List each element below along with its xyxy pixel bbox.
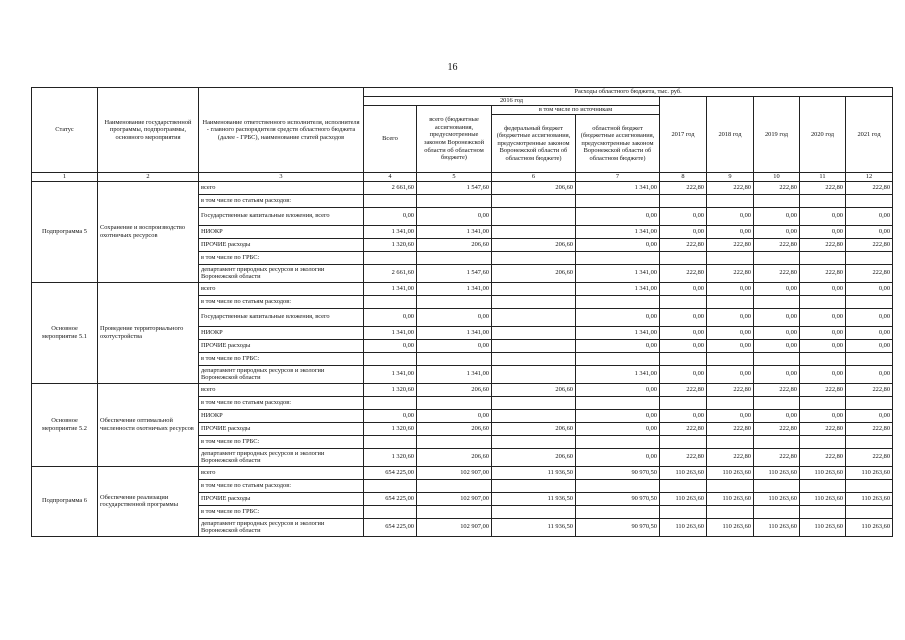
value-cell: 0,00	[707, 207, 754, 225]
header-federal: федеральный бюджет (бюджетные ассигнования, предусмотренные законом Воронежской области об областном бюджете)	[492, 115, 576, 173]
value-cell: 206,60	[417, 238, 492, 251]
value-cell	[417, 251, 492, 264]
table-row	[32, 181, 893, 194]
value-cell: 222,80	[846, 422, 893, 435]
value-cell: 0,00	[576, 339, 660, 352]
header-year-2016: 2016 год	[364, 97, 660, 106]
group-status: Основное мероприятие 5.2	[32, 383, 98, 466]
value-cell: 110 263,60	[707, 518, 754, 536]
value-cell: 222,80	[754, 181, 800, 194]
value-cell: 110 263,60	[846, 492, 893, 505]
column-number: 12	[846, 173, 893, 182]
column-number: 11	[800, 173, 846, 182]
value-cell	[364, 505, 417, 518]
value-cell	[800, 479, 846, 492]
row-label: в том числе по статьям расходов:	[199, 479, 364, 492]
value-cell: 0,00	[660, 207, 707, 225]
value-cell: 1 341,00	[417, 326, 492, 339]
value-cell: 0,00	[800, 225, 846, 238]
value-cell: 0,00	[800, 409, 846, 422]
group-name: Проведение территориального охотустройства	[98, 282, 199, 383]
value-cell	[492, 295, 576, 308]
column-number: 7	[576, 173, 660, 182]
value-cell	[364, 396, 417, 409]
page-number: 16	[447, 62, 458, 73]
value-cell: 1 341,00	[417, 365, 492, 383]
value-cell: 0,00	[707, 308, 754, 326]
value-cell: 0,00	[660, 326, 707, 339]
header-budget-caption: Расходы областного бюджета, тыс. руб.	[364, 88, 893, 97]
row-label: в том числе по ГРБС:	[199, 435, 364, 448]
value-cell: 0,00	[576, 207, 660, 225]
value-cell: 2 661,60	[364, 264, 417, 282]
value-cell: 222,80	[800, 264, 846, 282]
value-cell: 206,60	[417, 448, 492, 466]
column-numbers-row	[32, 173, 893, 182]
group-status: Подпрограмма 6	[32, 466, 98, 536]
value-cell: 0,00	[846, 282, 893, 295]
value-cell: 0,00	[660, 225, 707, 238]
value-cell	[364, 251, 417, 264]
value-cell: 1 320,60	[364, 422, 417, 435]
header-executor-name: Наименование ответственного исполнителя, исполнителя - главного распорядителя средств областного бюджета (далее - ГРБС), наименование статей расходов	[199, 88, 364, 173]
value-cell	[846, 194, 893, 207]
value-cell: 222,80	[707, 383, 754, 396]
column-number: 3	[199, 173, 364, 182]
value-cell: 1 341,00	[364, 225, 417, 238]
value-cell: 0,00	[576, 422, 660, 435]
value-cell: 0,00	[707, 326, 754, 339]
value-cell	[754, 295, 800, 308]
header-2021: 2021 год	[846, 97, 893, 173]
value-cell	[492, 409, 576, 422]
value-cell: 1 341,00	[417, 225, 492, 238]
value-cell	[576, 435, 660, 448]
value-cell: 222,80	[800, 422, 846, 435]
value-cell	[364, 352, 417, 365]
value-cell	[754, 396, 800, 409]
column-number: 2	[98, 173, 199, 182]
value-cell: 0,00	[800, 308, 846, 326]
column-number: 9	[707, 173, 754, 182]
budget-table	[31, 87, 893, 537]
row-label: всего	[199, 282, 364, 295]
value-cell: 222,80	[754, 383, 800, 396]
value-cell: 110 263,60	[754, 518, 800, 536]
value-cell: 1 341,00	[364, 365, 417, 383]
value-cell	[754, 435, 800, 448]
row-label: ПРОЧИЕ расходы	[199, 422, 364, 435]
value-cell: 90 970,50	[576, 492, 660, 505]
column-number: 4	[364, 173, 417, 182]
column-number: 1	[32, 173, 98, 182]
header-total: Всего	[364, 106, 417, 173]
value-cell	[492, 251, 576, 264]
value-cell	[492, 339, 576, 352]
value-cell	[417, 505, 492, 518]
value-cell: 0,00	[417, 409, 492, 422]
value-cell	[576, 194, 660, 207]
value-cell: 1 320,60	[364, 238, 417, 251]
value-cell: 206,60	[492, 448, 576, 466]
value-cell: 206,60	[417, 422, 492, 435]
value-cell: 654 225,00	[364, 466, 417, 479]
value-cell	[576, 479, 660, 492]
group-name: Обеспечение оптимальной численности охотничьих ресурсов	[98, 383, 199, 466]
value-cell: 222,80	[846, 264, 893, 282]
value-cell: 1 341,00	[576, 264, 660, 282]
value-cell: 0,00	[660, 409, 707, 422]
value-cell: 0,00	[364, 339, 417, 352]
value-cell: 1 341,00	[576, 181, 660, 194]
value-cell: 0,00	[754, 365, 800, 383]
value-cell: 0,00	[707, 409, 754, 422]
value-cell	[492, 225, 576, 238]
value-cell: 0,00	[660, 308, 707, 326]
value-cell: 0,00	[754, 282, 800, 295]
value-cell: 222,80	[707, 448, 754, 466]
value-cell	[707, 352, 754, 365]
value-cell: 102 907,00	[417, 518, 492, 536]
value-cell	[707, 505, 754, 518]
value-cell	[846, 352, 893, 365]
value-cell: 11 936,50	[492, 466, 576, 479]
value-cell: 110 263,60	[707, 492, 754, 505]
value-cell: 110 263,60	[846, 518, 893, 536]
value-cell	[492, 352, 576, 365]
header-regional: областной бюджет (бюджетные ассигнования, предусмотренные законом Воронежской области об областном бюджете)	[576, 115, 660, 173]
row-label: департамент природных ресурсов и экологии Воронежской области	[199, 448, 364, 466]
value-cell: 0,00	[846, 207, 893, 225]
value-cell: 1 547,60	[417, 264, 492, 282]
value-cell: 222,80	[707, 422, 754, 435]
value-cell: 222,80	[660, 422, 707, 435]
value-cell: 0,00	[846, 308, 893, 326]
group-status: Подпрограмма 5	[32, 181, 98, 282]
column-number: 8	[660, 173, 707, 182]
value-cell: 222,80	[660, 383, 707, 396]
value-cell	[364, 435, 417, 448]
header-including-sources: в том числе по источникам	[492, 106, 660, 115]
value-cell: 222,80	[660, 238, 707, 251]
value-cell	[754, 194, 800, 207]
column-number: 5	[417, 173, 492, 182]
value-cell	[492, 505, 576, 518]
value-cell	[660, 479, 707, 492]
value-cell: 0,00	[754, 326, 800, 339]
value-cell	[492, 365, 576, 383]
value-cell	[364, 295, 417, 308]
value-cell: 0,00	[364, 409, 417, 422]
value-cell	[492, 308, 576, 326]
value-cell	[800, 352, 846, 365]
value-cell	[660, 352, 707, 365]
value-cell: 0,00	[707, 282, 754, 295]
value-cell: 1 341,00	[576, 326, 660, 339]
value-cell: 110 263,60	[660, 492, 707, 505]
value-cell: 206,60	[492, 383, 576, 396]
value-cell: 90 970,50	[576, 466, 660, 479]
value-cell: 0,00	[660, 282, 707, 295]
value-cell: 206,60	[492, 264, 576, 282]
value-cell: 0,00	[417, 308, 492, 326]
value-cell: 0,00	[576, 383, 660, 396]
value-cell	[846, 251, 893, 264]
value-cell	[846, 435, 893, 448]
row-label: НИОКР	[199, 409, 364, 422]
value-cell: 222,80	[846, 181, 893, 194]
value-cell: 0,00	[846, 409, 893, 422]
value-cell: 222,80	[660, 264, 707, 282]
row-label: всего	[199, 466, 364, 479]
header-2020: 2020 год	[800, 97, 846, 173]
table-row	[32, 383, 893, 396]
row-label: департамент природных ресурсов и экологии Воронежской области	[199, 518, 364, 536]
row-label: всего	[199, 383, 364, 396]
row-label: в том числе по статьям расходов:	[199, 194, 364, 207]
value-cell	[707, 251, 754, 264]
value-cell	[492, 326, 576, 339]
column-number: 6	[492, 173, 576, 182]
value-cell	[364, 479, 417, 492]
value-cell: 0,00	[707, 365, 754, 383]
row-label: НИОКР	[199, 225, 364, 238]
value-cell: 222,80	[800, 448, 846, 466]
value-cell: 1 341,00	[364, 282, 417, 295]
value-cell	[754, 352, 800, 365]
value-cell	[417, 396, 492, 409]
value-cell	[754, 251, 800, 264]
header-program-name: Наименование государственной программы, подпрограммы, основного мероприятия	[98, 88, 199, 173]
value-cell: 0,00	[846, 225, 893, 238]
value-cell: 1 341,00	[576, 225, 660, 238]
row-label: Государственные капитальные вложения, всего	[199, 207, 364, 225]
row-label: департамент природных ресурсов и экологии Воронежской области	[199, 365, 364, 383]
value-cell: 206,60	[417, 383, 492, 396]
value-cell	[800, 505, 846, 518]
table-row	[32, 466, 893, 479]
value-cell	[800, 295, 846, 308]
value-cell: 0,00	[754, 308, 800, 326]
row-label: департамент природных ресурсов и экологии Воронежской области	[199, 264, 364, 282]
value-cell: 0,00	[707, 339, 754, 352]
value-cell: 222,80	[846, 383, 893, 396]
value-cell: 206,60	[492, 181, 576, 194]
value-cell: 222,80	[660, 448, 707, 466]
value-cell: 110 263,60	[800, 492, 846, 505]
row-label: в том числе по ГРБС:	[199, 251, 364, 264]
value-cell: 1 547,60	[417, 181, 492, 194]
value-cell: 654 225,00	[364, 492, 417, 505]
value-cell: 222,80	[754, 448, 800, 466]
value-cell	[660, 505, 707, 518]
row-label: в том числе по статьям расходов:	[199, 396, 364, 409]
value-cell	[492, 194, 576, 207]
value-cell	[846, 479, 893, 492]
value-cell	[660, 435, 707, 448]
value-cell	[846, 295, 893, 308]
value-cell	[707, 435, 754, 448]
value-cell: 222,80	[660, 181, 707, 194]
value-cell: 222,80	[707, 238, 754, 251]
value-cell: 0,00	[417, 339, 492, 352]
value-cell: 222,80	[800, 238, 846, 251]
value-cell: 0,00	[660, 365, 707, 383]
value-cell: 1 341,00	[576, 365, 660, 383]
header-2019: 2019 год	[754, 97, 800, 173]
value-cell: 222,80	[800, 383, 846, 396]
row-label: в том числе по ГРБС:	[199, 505, 364, 518]
value-cell: 0,00	[800, 207, 846, 225]
value-cell	[364, 194, 417, 207]
value-cell: 0,00	[576, 409, 660, 422]
value-cell: 0,00	[707, 225, 754, 238]
value-cell: 222,80	[707, 264, 754, 282]
value-cell: 110 263,60	[660, 518, 707, 536]
value-cell: 0,00	[800, 365, 846, 383]
table-row	[32, 282, 893, 295]
header-2017: 2017 год	[660, 97, 707, 173]
value-cell	[800, 435, 846, 448]
value-cell: 102 907,00	[417, 466, 492, 479]
header-total-2016: всего (бюджетные ассигнования, предусмотренные законом Воронежской области об областном бюджете)	[417, 106, 492, 173]
value-cell: 0,00	[576, 308, 660, 326]
value-cell	[846, 505, 893, 518]
value-cell: 0,00	[846, 339, 893, 352]
value-cell: 11 936,50	[492, 518, 576, 536]
value-cell	[417, 352, 492, 365]
value-cell: 0,00	[364, 207, 417, 225]
column-number: 10	[754, 173, 800, 182]
value-cell: 110 263,60	[707, 466, 754, 479]
value-cell	[707, 295, 754, 308]
value-cell	[576, 352, 660, 365]
value-cell	[800, 194, 846, 207]
value-cell: 1 341,00	[576, 282, 660, 295]
value-cell	[707, 479, 754, 492]
value-cell	[492, 207, 576, 225]
value-cell: 0,00	[800, 326, 846, 339]
value-cell	[800, 251, 846, 264]
value-cell: 110 263,60	[800, 518, 846, 536]
value-cell	[417, 479, 492, 492]
value-cell	[417, 435, 492, 448]
value-cell: 0,00	[660, 339, 707, 352]
value-cell: 102 907,00	[417, 492, 492, 505]
value-cell	[660, 194, 707, 207]
value-cell: 222,80	[754, 238, 800, 251]
value-cell: 110 263,60	[754, 466, 800, 479]
value-cell: 222,80	[800, 181, 846, 194]
value-cell: 1 341,00	[364, 326, 417, 339]
value-cell: 110 263,60	[754, 492, 800, 505]
value-cell: 1 341,00	[417, 282, 492, 295]
value-cell	[492, 479, 576, 492]
value-cell	[417, 194, 492, 207]
row-label: всего	[199, 181, 364, 194]
value-cell: 2 661,60	[364, 181, 417, 194]
group-name: Сохранение и воспроизводство охотничьих ресурсов	[98, 181, 199, 282]
value-cell	[492, 282, 576, 295]
value-cell: 222,80	[754, 422, 800, 435]
value-cell	[707, 194, 754, 207]
value-cell: 0,00	[846, 365, 893, 383]
value-cell	[576, 505, 660, 518]
value-cell: 654 225,00	[364, 518, 417, 536]
value-cell	[576, 396, 660, 409]
group-status: Основное мероприятие 5.1	[32, 282, 98, 383]
value-cell: 0,00	[576, 448, 660, 466]
value-cell: 0,00	[754, 409, 800, 422]
value-cell: 206,60	[492, 238, 576, 251]
row-label: ПРОЧИЕ расходы	[199, 339, 364, 352]
value-cell: 0,00	[417, 207, 492, 225]
value-cell: 90 970,50	[576, 518, 660, 536]
value-cell	[754, 505, 800, 518]
value-cell: 11 936,50	[492, 492, 576, 505]
row-label: в том числе по ГРБС:	[199, 352, 364, 365]
value-cell	[800, 396, 846, 409]
value-cell: 0,00	[754, 339, 800, 352]
value-cell	[576, 251, 660, 264]
value-cell: 1 320,60	[364, 448, 417, 466]
value-cell: 110 263,60	[846, 466, 893, 479]
value-cell: 0,00	[800, 339, 846, 352]
value-cell: 110 263,60	[660, 466, 707, 479]
value-cell	[417, 295, 492, 308]
value-cell	[707, 396, 754, 409]
row-label: НИОКР	[199, 326, 364, 339]
value-cell	[492, 396, 576, 409]
value-cell	[660, 295, 707, 308]
row-label: Государственные капитальные вложения, всего	[199, 308, 364, 326]
header-2018: 2018 год	[707, 97, 754, 173]
value-cell	[660, 251, 707, 264]
value-cell: 222,80	[754, 264, 800, 282]
value-cell: 222,80	[846, 448, 893, 466]
value-cell	[754, 479, 800, 492]
value-cell: 0,00	[364, 308, 417, 326]
row-label: ПРОЧИЕ расходы	[199, 238, 364, 251]
value-cell	[492, 435, 576, 448]
value-cell: 0,00	[800, 282, 846, 295]
value-cell: 0,00	[754, 225, 800, 238]
value-cell: 222,80	[707, 181, 754, 194]
header-status: Статус	[32, 88, 98, 173]
value-cell	[846, 396, 893, 409]
row-label: в том числе по статьям расходов:	[199, 295, 364, 308]
row-label: ПРОЧИЕ расходы	[199, 492, 364, 505]
group-name: Обеспечение реализации государственной программы	[98, 466, 199, 536]
value-cell: 0,00	[754, 207, 800, 225]
value-cell: 110 263,60	[800, 466, 846, 479]
value-cell: 206,60	[492, 422, 576, 435]
value-cell: 0,00	[576, 238, 660, 251]
value-cell	[660, 396, 707, 409]
value-cell: 0,00	[846, 326, 893, 339]
value-cell	[576, 295, 660, 308]
value-cell: 1 320,60	[364, 383, 417, 396]
value-cell: 222,80	[846, 238, 893, 251]
